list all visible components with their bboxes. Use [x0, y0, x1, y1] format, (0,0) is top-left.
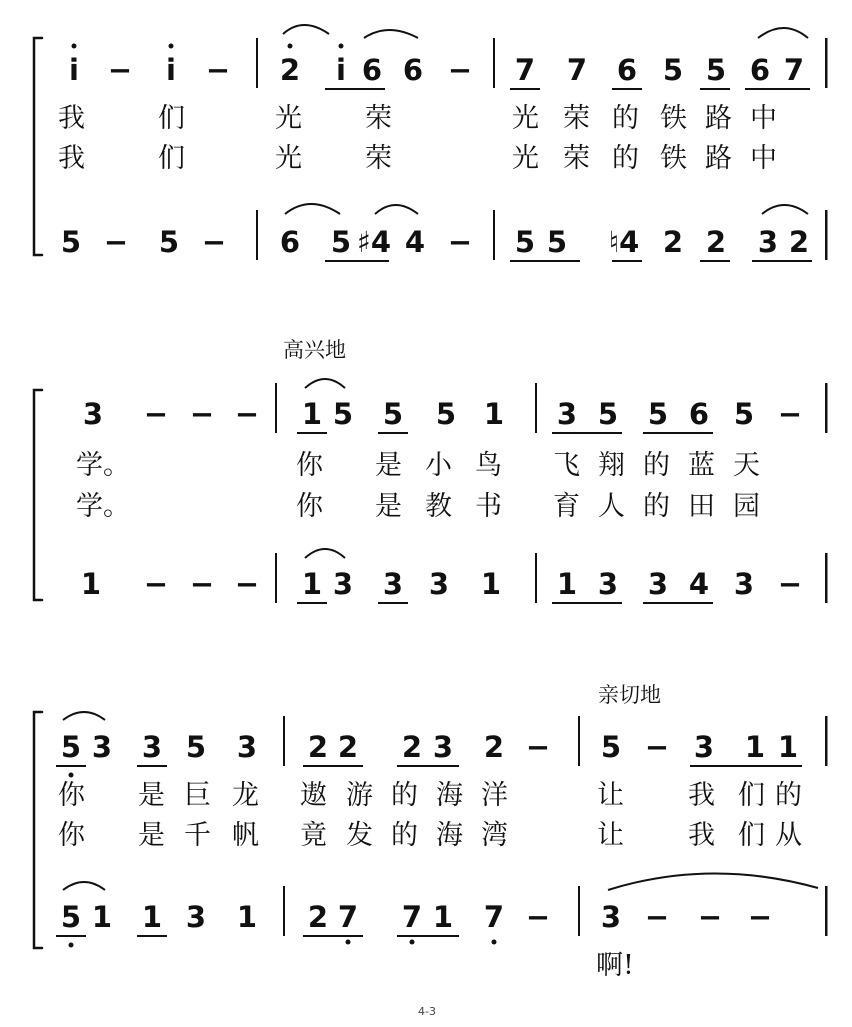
- note: 3: [693, 730, 715, 764]
- note: 3: [647, 567, 669, 601]
- note: 3: [733, 567, 755, 601]
- dash: −: [189, 397, 215, 431]
- lyric: 荣: [563, 143, 590, 174]
- lyric: 鸟: [475, 450, 502, 481]
- lyric: 洋: [481, 780, 508, 811]
- beam-line: [752, 260, 812, 262]
- note: 5: [597, 397, 619, 431]
- lyric: 中: [750, 143, 777, 174]
- lyric: 光: [275, 103, 302, 134]
- note: 2: [705, 225, 727, 259]
- note: 2: [307, 730, 329, 764]
- barline: [535, 553, 537, 603]
- note: 3: [141, 730, 163, 764]
- note: 1: [777, 730, 799, 764]
- beam-line: [612, 260, 642, 262]
- note: 1: [556, 567, 578, 601]
- lyric: 是: [138, 820, 165, 851]
- beam-line: [552, 432, 622, 434]
- note: 1: [301, 397, 323, 431]
- note: 5: [647, 397, 669, 431]
- beam-line: [303, 935, 363, 937]
- note: 1: [432, 900, 454, 934]
- note: 3: [600, 900, 622, 934]
- lyric: 铁: [660, 103, 687, 134]
- slur: [608, 873, 818, 890]
- slur: [283, 25, 329, 34]
- barline: [256, 210, 258, 260]
- note: 5: [332, 397, 354, 431]
- dash: −: [143, 397, 169, 431]
- beam-line: [745, 88, 810, 90]
- dash: −: [644, 730, 670, 764]
- slur: [63, 882, 105, 890]
- lyric: 中: [750, 103, 777, 134]
- lyric: 发: [346, 820, 373, 851]
- barline: [283, 886, 285, 936]
- beam-line: [56, 935, 86, 937]
- note: 2: [788, 225, 810, 259]
- lyric: 路: [705, 143, 732, 174]
- beam-line: [510, 260, 580, 262]
- note: 5: [662, 53, 684, 87]
- lyric: 荣: [563, 103, 590, 134]
- note: 3: [432, 730, 454, 764]
- note: 6: [616, 53, 638, 87]
- barline: [825, 38, 828, 88]
- lyric: 的: [612, 143, 639, 174]
- beam-line: [397, 765, 459, 767]
- lyric: 小: [425, 450, 452, 481]
- lyric: 是: [375, 450, 402, 481]
- lyric: 的: [775, 780, 802, 811]
- octave-dot: [492, 940, 497, 945]
- lyric: 是: [138, 780, 165, 811]
- octave-dot: [288, 44, 293, 49]
- note: 6: [279, 225, 301, 259]
- note: 5: [514, 225, 536, 259]
- lyric: 我: [58, 103, 85, 134]
- expression-mark: 高兴地: [283, 338, 346, 362]
- lyric: 们: [738, 820, 765, 851]
- lyric: 们: [738, 780, 765, 811]
- note: 5: [60, 225, 82, 259]
- note: 3: [556, 397, 578, 431]
- note: 7: [783, 53, 805, 87]
- dash: −: [143, 567, 169, 601]
- lyric: 育: [553, 491, 580, 522]
- beam-line: [297, 432, 327, 434]
- beam-line: [137, 935, 167, 937]
- note: 2: [337, 730, 359, 764]
- barline: [493, 210, 495, 260]
- note: 5: [546, 225, 568, 259]
- note: 6: [361, 53, 383, 87]
- dash: −: [234, 567, 260, 601]
- note: 5: [158, 225, 180, 259]
- note: 2: [483, 730, 505, 764]
- note: 2: [307, 900, 329, 934]
- lyric: 你: [296, 450, 323, 481]
- dash: −: [447, 225, 473, 259]
- note: 3: [185, 900, 207, 934]
- lyric: 巨: [184, 780, 211, 811]
- note: 5: [330, 225, 352, 259]
- dash: −: [189, 567, 215, 601]
- lyric: 我: [688, 780, 715, 811]
- note: 5: [382, 397, 404, 431]
- dash: −: [107, 53, 133, 87]
- note: 3: [236, 730, 258, 764]
- dash: −: [777, 397, 803, 431]
- octave-dot: [169, 44, 174, 49]
- beam-line: [612, 88, 642, 90]
- barline: [578, 886, 580, 936]
- lyric: 让: [597, 820, 624, 851]
- beam-line: [56, 765, 86, 767]
- beam-line: [137, 765, 167, 767]
- octave-dot: [72, 44, 77, 49]
- beam-line: [325, 260, 389, 262]
- slur: [375, 205, 418, 214]
- lyric: 路: [705, 103, 732, 134]
- beam-line: [397, 935, 459, 937]
- lyric: 们: [158, 143, 185, 174]
- note: 6: [749, 53, 771, 87]
- lyric: 园: [733, 491, 760, 522]
- dash: −: [103, 225, 129, 259]
- note: i: [336, 53, 346, 87]
- note: 3: [91, 730, 113, 764]
- lyric: 蓝: [688, 450, 715, 481]
- lower-lyric: 啊!: [596, 950, 634, 981]
- lyric: 的: [643, 491, 670, 522]
- system-brace: [34, 712, 42, 948]
- note: 3: [382, 567, 404, 601]
- slur: [305, 549, 345, 558]
- barline: [825, 716, 828, 766]
- dash: −: [525, 730, 551, 764]
- expression-mark: 亲切地: [598, 683, 661, 707]
- note: 1: [744, 730, 766, 764]
- lyric: 的: [612, 103, 639, 134]
- dash: −: [205, 53, 231, 87]
- lyric: 遨: [300, 780, 327, 811]
- barline: [283, 716, 285, 766]
- note: 5: [600, 730, 622, 764]
- beam-line: [303, 765, 363, 767]
- lyric: 你: [296, 491, 323, 522]
- note: 5: [60, 900, 82, 934]
- barline: [825, 383, 828, 433]
- beam-line: [700, 260, 730, 262]
- lyric: 湾: [481, 820, 508, 851]
- dash: −: [644, 900, 670, 934]
- lyric: 荣: [365, 103, 392, 134]
- beam-line: [700, 88, 730, 90]
- note: 3: [428, 567, 450, 601]
- octave-dot: [69, 773, 74, 778]
- octave-dot: [410, 940, 415, 945]
- note: 4: [404, 225, 426, 259]
- note: 1: [236, 900, 258, 934]
- lyric: 千: [184, 820, 211, 851]
- beam-line: [552, 602, 622, 604]
- barline: [493, 38, 495, 88]
- octave-dot: [346, 940, 351, 945]
- octave-dot: [69, 943, 74, 948]
- lyric: 我: [688, 820, 715, 851]
- lyric: 光: [512, 143, 539, 174]
- lyric: 飞: [553, 450, 580, 481]
- dash: −: [234, 397, 260, 431]
- dash: −: [201, 225, 227, 259]
- beam-line: [378, 432, 408, 434]
- lyric: 学。: [76, 450, 130, 481]
- lyric: 天: [733, 450, 760, 481]
- lyric: 从: [775, 820, 802, 851]
- lyric: 是: [375, 491, 402, 522]
- lyric: 光: [275, 143, 302, 174]
- note: 1: [301, 567, 323, 601]
- barline: [256, 38, 258, 88]
- lyric: 学。: [76, 491, 130, 522]
- lyric: 教: [425, 491, 452, 522]
- note: 7: [483, 900, 505, 934]
- note: 5: [705, 53, 727, 87]
- note: 3: [82, 397, 104, 431]
- slur: [364, 30, 418, 38]
- lyric: 荣: [365, 143, 392, 174]
- lyric: 光: [512, 103, 539, 134]
- lyric: 们: [158, 103, 185, 134]
- note: ♯4: [356, 225, 392, 259]
- beam-line: [510, 88, 540, 90]
- beam-line: [297, 602, 327, 604]
- lyric: 书: [475, 491, 502, 522]
- dash: −: [447, 53, 473, 87]
- note: 5: [60, 730, 82, 764]
- lyric: 竟: [300, 820, 327, 851]
- lyric: 田: [688, 491, 715, 522]
- note: 4: [688, 567, 710, 601]
- lyric: 铁: [660, 143, 687, 174]
- dash: −: [697, 900, 723, 934]
- barline: [275, 383, 277, 433]
- note: 3: [332, 567, 354, 601]
- lyric: 的: [643, 450, 670, 481]
- octave-dot: [339, 44, 344, 49]
- barline: [578, 716, 580, 766]
- dash: −: [747, 900, 773, 934]
- note: i: [69, 53, 79, 87]
- lyric: 人: [598, 491, 625, 522]
- note: 1: [480, 567, 502, 601]
- note: 1: [483, 397, 505, 431]
- note: 1: [141, 900, 163, 934]
- lyric: 龙: [232, 780, 259, 811]
- note: 7: [566, 53, 588, 87]
- note: 3: [757, 225, 779, 259]
- barline: [535, 383, 537, 433]
- page-number: 4-3: [418, 1005, 436, 1018]
- lyric: 的: [391, 780, 418, 811]
- beam-line: [378, 602, 408, 604]
- lyric: 你: [58, 780, 85, 811]
- note: 1: [91, 900, 113, 934]
- system-brace: [34, 38, 42, 255]
- barline: [825, 886, 828, 936]
- slur: [758, 28, 808, 38]
- note: 6: [688, 397, 710, 431]
- lyric: 海: [436, 780, 463, 811]
- beam-line: [690, 765, 802, 767]
- barline: [825, 553, 828, 603]
- note: 3: [597, 567, 619, 601]
- note: 7: [337, 900, 359, 934]
- slur: [762, 205, 808, 214]
- dash: −: [525, 900, 551, 934]
- lyric: 我: [58, 143, 85, 174]
- note: ♮4: [608, 225, 640, 259]
- beam-line: [325, 88, 385, 90]
- slur: [305, 379, 345, 388]
- lyric: 游: [346, 780, 373, 811]
- note: 2: [662, 225, 684, 259]
- barline: [825, 210, 828, 260]
- dash: −: [777, 567, 803, 601]
- note: 2: [401, 730, 423, 764]
- lyric: 海: [436, 820, 463, 851]
- note: 7: [514, 53, 536, 87]
- note: 5: [435, 397, 457, 431]
- lyric: 让: [597, 780, 624, 811]
- note: 6: [402, 53, 424, 87]
- note: 5: [185, 730, 207, 764]
- note: 2: [279, 53, 301, 87]
- slur: [63, 712, 105, 720]
- system-brace: [34, 390, 42, 600]
- slur: [285, 204, 340, 214]
- lyric: 帆: [232, 820, 259, 851]
- lyric: 你: [58, 820, 85, 851]
- lyric: 的: [391, 820, 418, 851]
- beam-line: [643, 602, 713, 604]
- note: 1: [80, 567, 102, 601]
- barline: [275, 553, 277, 603]
- note: i: [166, 53, 176, 87]
- note: 7: [401, 900, 423, 934]
- beam-line: [643, 432, 713, 434]
- note: 5: [733, 397, 755, 431]
- lyric: 翔: [598, 450, 625, 481]
